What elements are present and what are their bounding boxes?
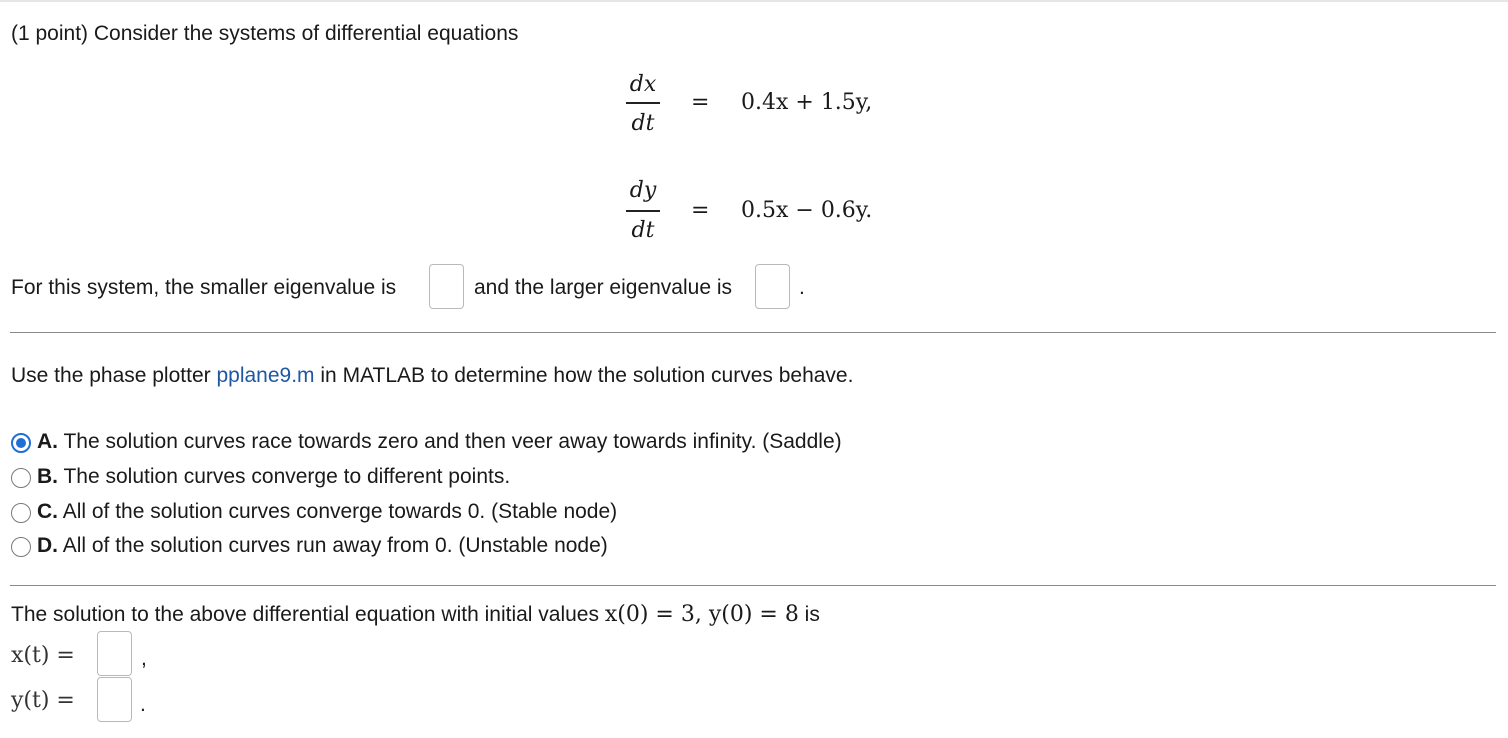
option-c-radio[interactable]: [11, 503, 31, 523]
eq1-equals: =: [691, 90, 710, 115]
eigen-text-middle: and the larger eigenvalue is: [474, 276, 733, 299]
option-c-letter: C.: [37, 500, 58, 523]
top-border: [0, 0, 1508, 2]
eq2-rhs: 0.5x − 0.6y.: [741, 198, 873, 223]
option-c-text: All of the solution curves converge towards 0. (Stable node): [62, 500, 618, 523]
option-b-radio[interactable]: [11, 468, 31, 488]
solution-statement: [11, 604, 820, 626]
problem-intro: (1 point) Consider the systems of differential equations: [11, 22, 519, 45]
eq1-numerator: dx: [629, 72, 657, 97]
option-b-label: [37, 466, 510, 487]
y-of-t-input[interactable]: [97, 677, 132, 722]
option-d-label: [37, 535, 608, 556]
option-b-text: The solution curves converge to different points.: [63, 465, 511, 488]
initial-values: x(0) = 3, y(0) = 8: [604, 602, 799, 627]
solution-text-after: is: [804, 603, 820, 626]
eigen-text-before: For this system, the smaller eigenvalue is: [11, 276, 397, 299]
option-d-text: All of the solution curves run away from 0. (Unstable node): [62, 534, 608, 557]
eq2-denominator: dt: [631, 218, 655, 243]
option-c-label: [37, 501, 617, 522]
x-of-t-comma: ,: [141, 647, 147, 670]
smaller-eigenvalue-input[interactable]: [429, 264, 464, 309]
phase-text-after: in MATLAB to determine how the solution curves behave.: [320, 364, 854, 387]
y-of-t-period: .: [140, 693, 146, 716]
option-a-text: The solution curves race towards zero and then veer away towards infinity. (Saddle): [63, 430, 842, 453]
phase-instructions: [11, 365, 853, 386]
y-of-t-label: y(t) =: [11, 688, 75, 713]
option-d-letter: D.: [37, 534, 58, 557]
eq1-fraction-bar: [626, 102, 660, 104]
eq2-numerator: dy: [629, 178, 657, 203]
option-b-letter: B.: [37, 465, 58, 488]
phase-text-before: Use the phase plotter: [11, 364, 211, 387]
solution-text-before: The solution to the above differential equation with initial values: [11, 603, 599, 626]
x-of-t-label: x(t) =: [11, 643, 75, 668]
eq2-fraction-bar: [626, 210, 660, 212]
eq1-denominator: dt: [631, 111, 655, 136]
larger-eigenvalue-input[interactable]: [755, 264, 790, 309]
option-d-radio[interactable]: [11, 537, 31, 557]
divider-1: [10, 332, 1496, 333]
eq2-equals: =: [691, 198, 710, 223]
option-a-label: [37, 431, 842, 452]
eigen-text-end: .: [799, 276, 805, 299]
option-a-letter: A.: [37, 430, 58, 453]
eq1-rhs: 0.4x + 1.5y,: [741, 90, 873, 115]
x-of-t-input[interactable]: [97, 631, 132, 676]
pplane-link[interactable]: pplane9.m: [216, 364, 315, 387]
divider-2: [10, 585, 1496, 586]
option-a-radio[interactable]: [11, 433, 31, 453]
